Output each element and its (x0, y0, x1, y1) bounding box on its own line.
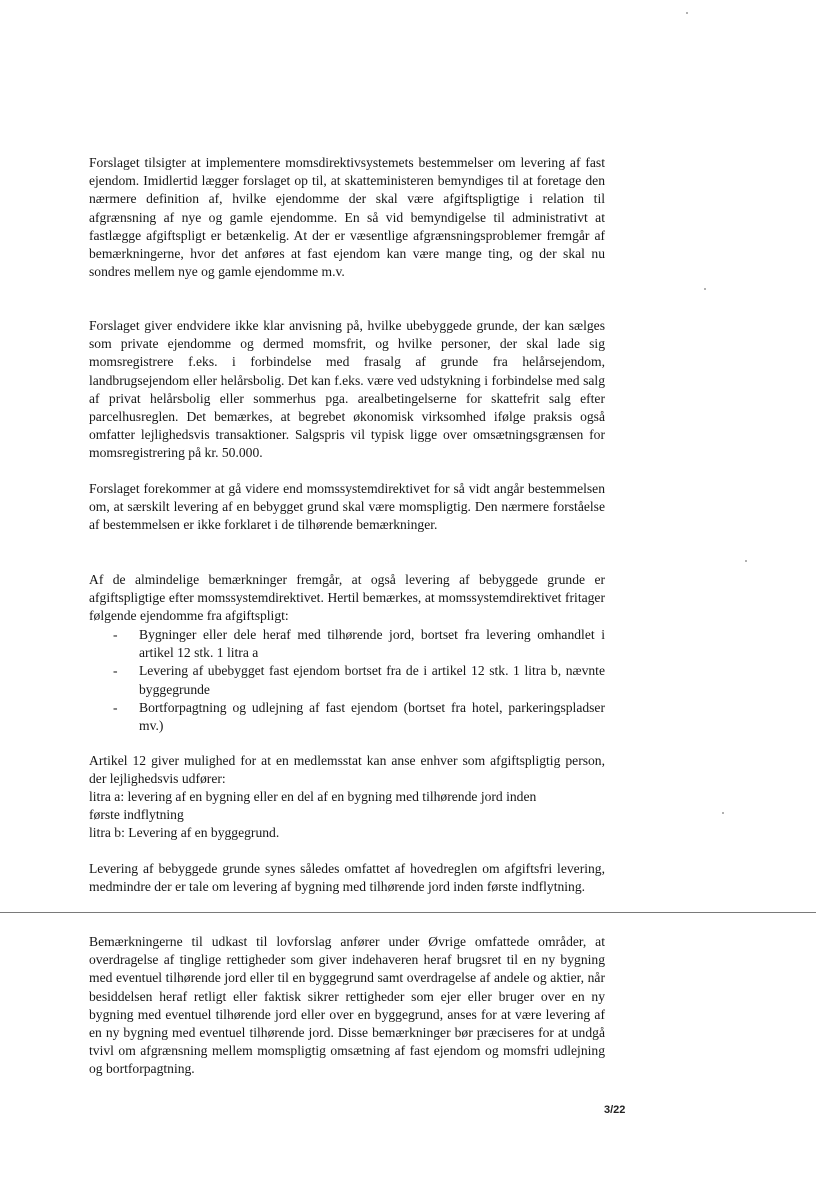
list-item (113, 699, 605, 735)
scan-speck (722, 812, 724, 814)
paragraph-separate-delivery: Forslaget forekommer at gå videre end momssystemdirektivet for så vidt angår bestemmelsen om, at særskilt levering af en bebygget grund skal være momspligtig. Den nærmere forståelse af bestemmelsen er ikke forklaret i de tilhørende bemærkninger. (89, 481, 605, 533)
paragraph-intro: Forslaget tilsigter at implementere momsdirektivsystemets bestemmelser om levering af fast ejendom. Imidlertid lægger forslaget op til, at skatteministeren bemyndiges til at foretage den nærmere definition af, hvilke ejendomme der skal være afgiftspligtige i relation til afgrænsning af nye og gamle ejendomme. En så vid bemyndigelse til administrativt at fastlægge afgiftspligt er betænkelig. At der er væsentlige afgrænsningsproblemer fremgår af bemærkningerne, hvor det anføres at fast ejendom kan være mange ting, og der skal nu sondres mellem nye og gamle ejendomme m.v. (89, 155, 605, 280)
paragraph-other-areas: Bemærkningerne til udkast til lovforslag anfører under Øvrige omfattede områder, at overdragelse af tinglige rettigheder som giver indehaveren heraf brugsret til en ny bygning med eventuel tilhørende jord eller til en byggegrund samt overdragelse af andele og aktier, når besiddelsen heraf retligt eller faktisk sikrer rettigheder som ejer eller bruger over en ny bygning med eventuel tilhørende jord eller over en byggegrund, anses for at være levering af en ny bygning med eventuel tilhørende jord. Disse bemærkninger bør præciseres for at undgå tvivl om afgrænsning mellem momspligtig omsætning af fast ejendom og momsfri udlejning og bortforpagtning. (89, 934, 605, 1077)
exemption-list (113, 626, 605, 735)
litra-a-continuation: første indflytning (89, 807, 184, 823)
scan-speck (686, 12, 688, 14)
list-item (113, 662, 605, 698)
bullet-dash: - (113, 663, 118, 679)
scan-speck (745, 560, 747, 562)
paragraph-article-12: Artikel 12 giver mulighed for at en medlemsstat kan anse enhver som afgiftspligtig person, der lejlighedsvis udfører: (89, 753, 605, 787)
list-item-text: Bortforpagtning og udlejning af fast ejendom (bortset fra hotel, parkeringspladser mv.) (139, 699, 605, 734)
paragraph-unbuilt-plots: Forslaget giver endvidere ikke klar anvisning på, hvilke ubebyggede grunde, der kan sælges som private ejendomme og dermed momsfrit, og hvilke personer, der skal lade sig momsregistrere f.eks. i forbindelse med frasalg af grunde fra helårsejendom, landbrugsejendom eller helårsbolig. Det kan f.eks. være ved udstykning i forbindelse med salg af privat helårsbolig eller sommerhus pga. arealbetingelserne for skattefrit salg efter parcelhusreglen. Det bemærkes, at begrebet økonomisk virksomhed ifølge praksis også omfatter lejlighedsvis transaktioner. Salgspris vil typisk ligge over omsætningsgrænsen for momsregistrering på kr. 50.000. (89, 318, 605, 461)
paragraph-general-remarks: Af de almindelige bemærkninger fremgår, at også levering af bebyggede grunde er afgiftspligtige efter momssystemdirektivet. Hertil bemærkes, at momssystemdirektivet fritager følgende ejendomme fra afgiftspligt: (89, 572, 605, 624)
page-number: 3/22 (604, 1104, 626, 1116)
litra-b-line: litra b: Levering af en byggegrund. (89, 825, 280, 841)
scan-speck (704, 288, 706, 290)
list-item-text: Bygninger eller dele heraf med tilhørende jord, bortset fra levering omhandlet i artikel 12 stk. 1 litra a (139, 627, 605, 661)
litra-block (89, 788, 629, 843)
list-item (113, 626, 605, 662)
paragraph-built-plots: Levering af bebyggede grunde synes således omfattet af hovedreglen om afgiftsfri levering, medmindre der er tale om levering af bygning med tilhørende jord inden første indflytning. (89, 861, 605, 895)
list-item-text: Levering af ubebygget fast ejendom bortset fra de i artikel 12 stk. 1 litra b, nævnte byggegrunde (139, 663, 605, 697)
bullet-dash: - (113, 699, 118, 715)
litra-a-line: litra a: levering af en bygning eller en del af en bygning med tilhørende jord inden (89, 789, 537, 804)
page-divider (0, 912, 816, 913)
bullet-dash: - (113, 627, 118, 642)
